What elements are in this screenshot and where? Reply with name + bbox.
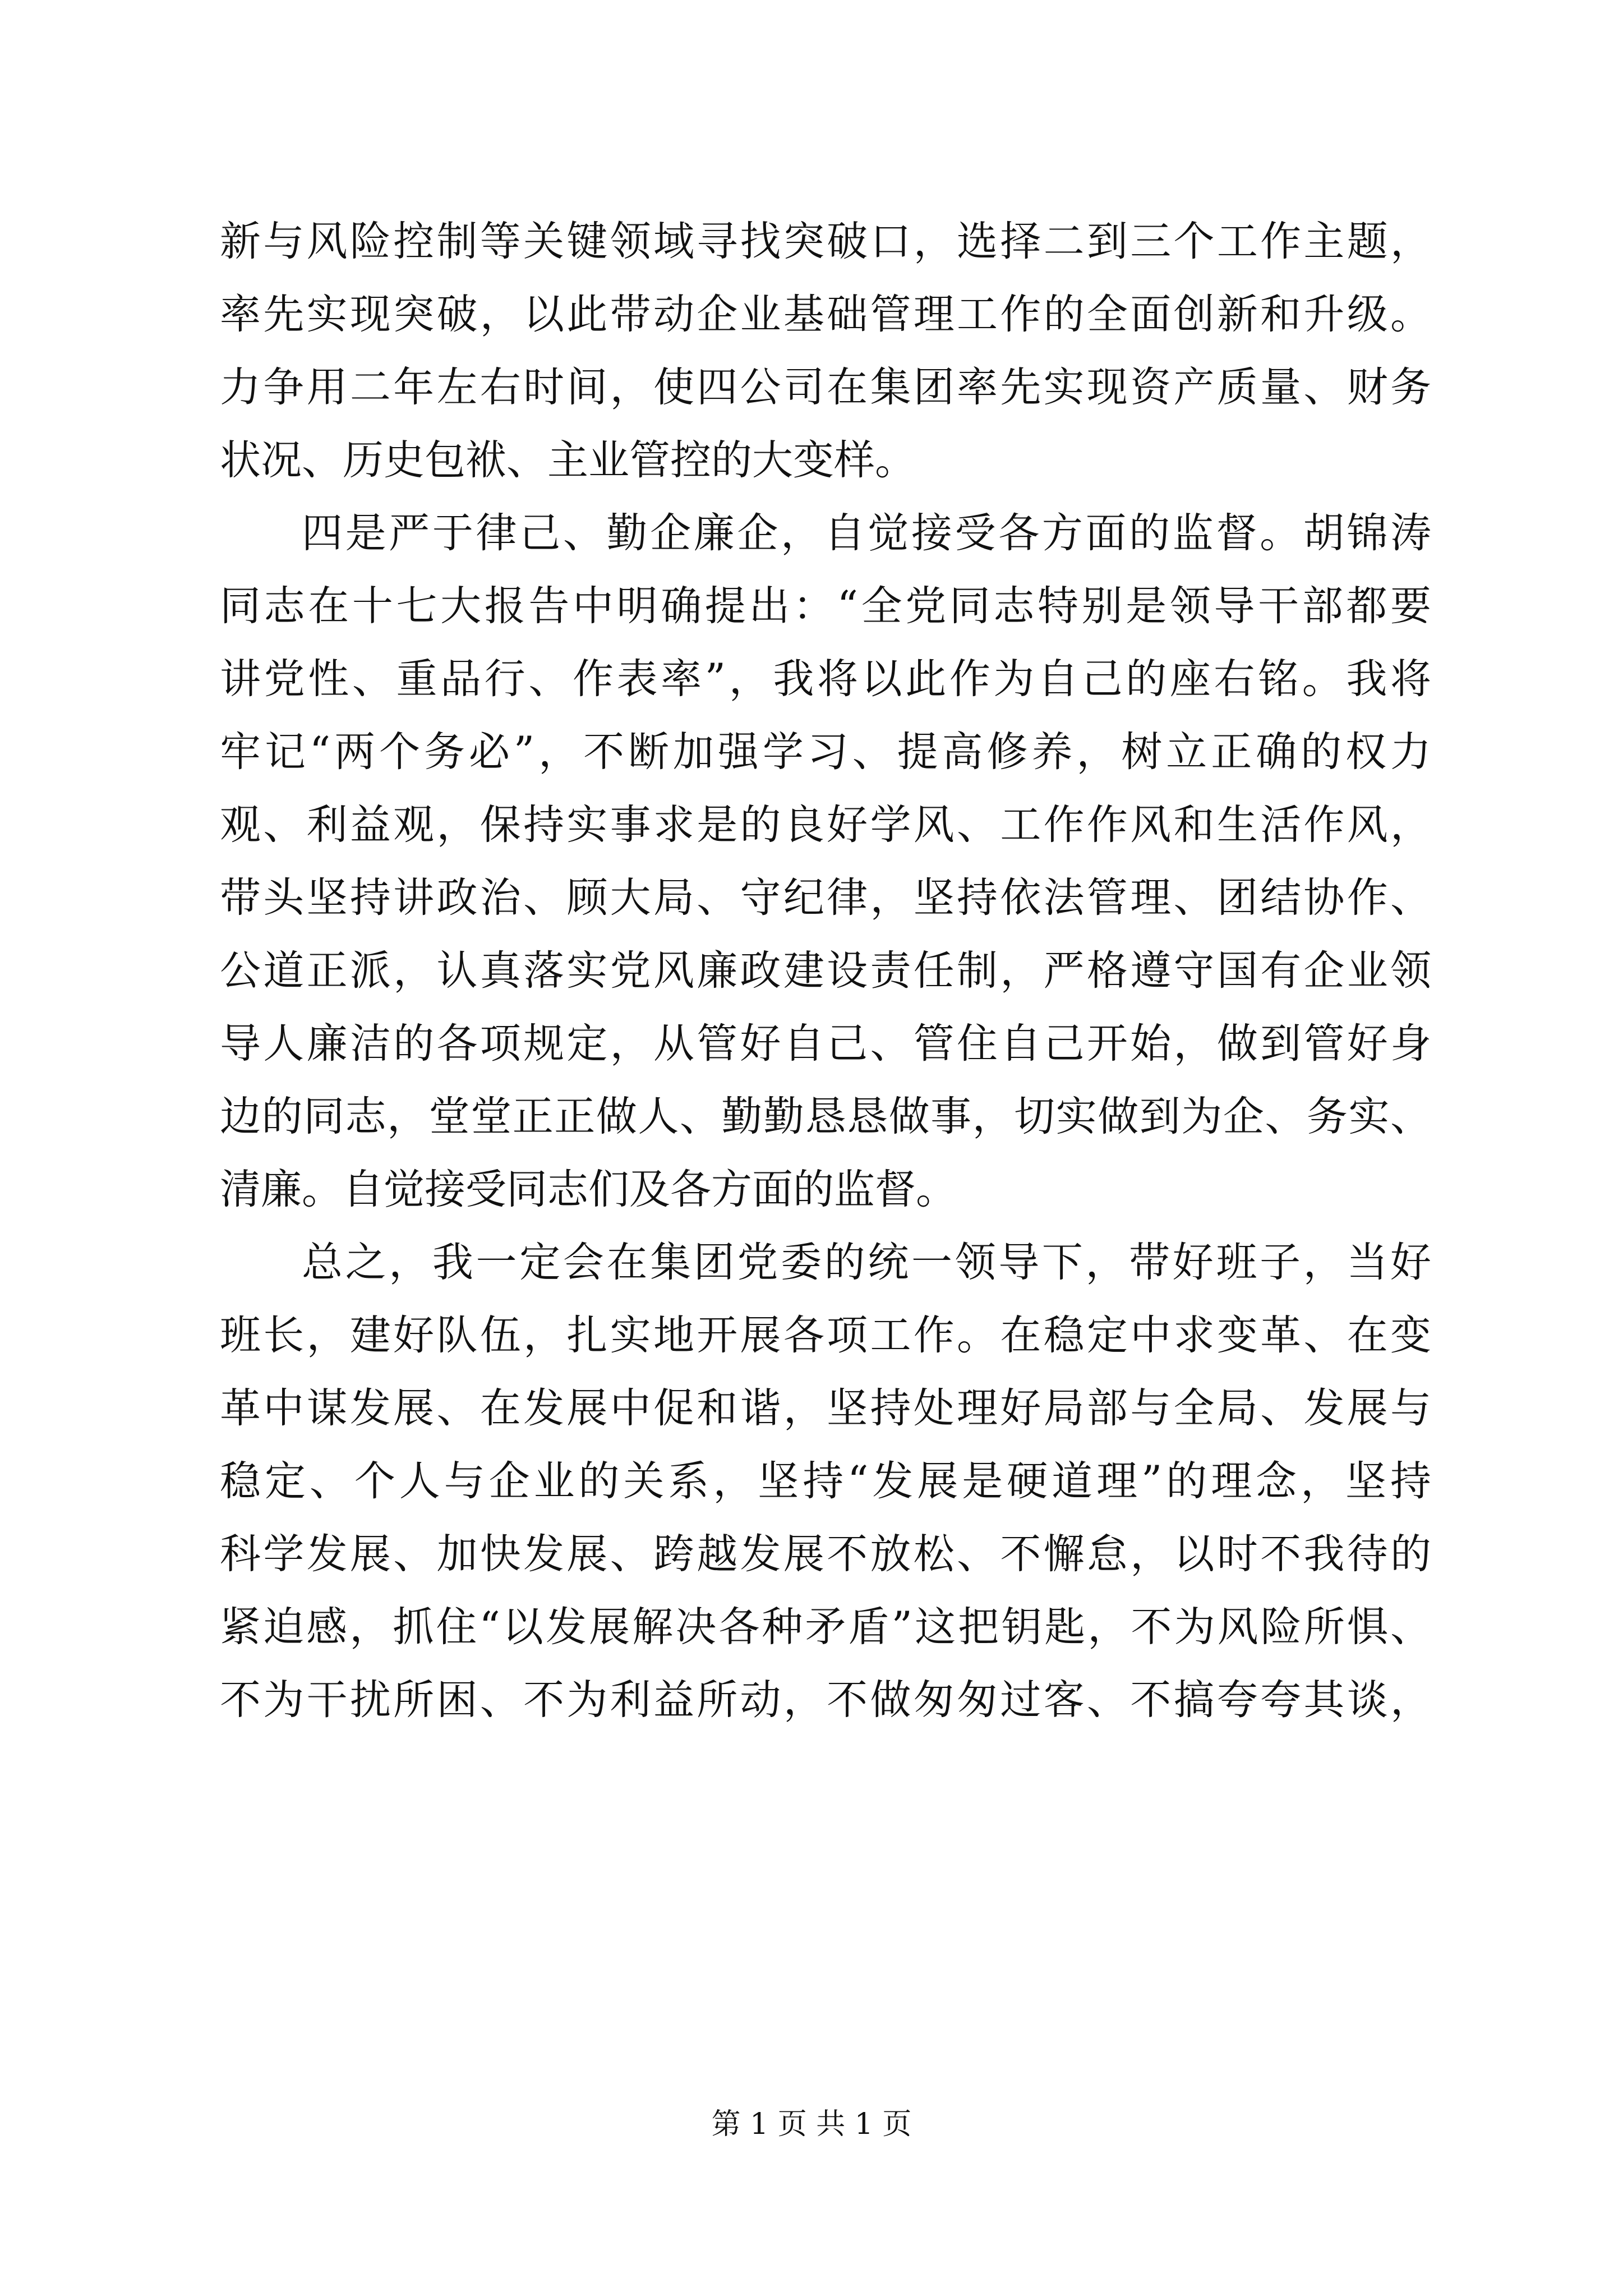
text-line: 状况、历史包袱、主业管控的大变样。	[220, 436, 916, 484]
text-line: 紧迫感，抓住“以发展解决各种矛盾”这把钥匙，不为风险所惧、	[220, 1603, 1431, 1651]
text-line: 新与风险控制等关键领域寻找突破口，选择二到三个工作主题，	[220, 218, 1431, 265]
text-line: 公道正派，认真落实党风廉政建设责任制，严格遵守国有企业领	[220, 947, 1431, 995]
text-line: 科学发展、加快发展、跨越发展不放松、不懈怠，以时不我待的	[220, 1530, 1431, 1578]
page-number-label: 第 1 页 共 1 页	[711, 2108, 912, 2141]
paragraph-start-line: 四是严于律己、勤企廉企，自觉接受各方面的监督。胡锦涛	[302, 509, 1431, 557]
paragraph-start-line: 总之，我一定会在集团党委的统一领导下，带好班子，当好	[302, 1239, 1431, 1286]
text-line: 同志在十七大报告中明确提出：“全党同志特别是领导干部都要	[220, 582, 1431, 630]
text-line: 带头坚持讲政治、顾大局、守纪律，坚持依法管理、团结协作、	[220, 874, 1431, 922]
text-line: 率先实现突破，以此带动企业基础管理工作的全面创新和升级。	[220, 291, 1431, 338]
text-line: 不为干扰所困、不为利益所动，不做匆匆过客、不搞夸夸其谈，	[220, 1676, 1431, 1724]
text-line: 导人廉洁的各项规定，从管好自己、管住自己开始，做到管好身	[220, 1020, 1431, 1068]
text-line: 革中谋发展、在发展中促和谐，坚持处理好局部与全局、发展与	[220, 1384, 1431, 1432]
text-line: 力争用二年左右时间，使四公司在集团率先实现资产质量、财务	[220, 364, 1431, 411]
text-line: 观、利益观，保持实事求是的良好学风、工作作风和生活作风，	[220, 801, 1431, 849]
page-footer	[0, 2105, 1623, 2144]
text-line: 边的同志，堂堂正正做人、勤勤恳恳做事，切实做到为企、务实、	[220, 1093, 1431, 1140]
text-line: 清廉。自觉接受同志们及各方面的监督。	[220, 1166, 957, 1213]
document-body	[220, 205, 1431, 1737]
text-line: 班长，建好队伍，扎实地开展各项工作。在稳定中求变革、在变	[220, 1312, 1431, 1359]
text-line: 牢记“两个务必”，不断加强学习、提高修养，树立正确的权力	[220, 728, 1431, 776]
text-line: 讲党性、重品行、作表率”，我将以此作为自己的座右铭。我将	[220, 655, 1431, 703]
text-line: 稳定、个人与企业的关系，坚持“发展是硬道理”的理念，坚持	[220, 1457, 1431, 1505]
